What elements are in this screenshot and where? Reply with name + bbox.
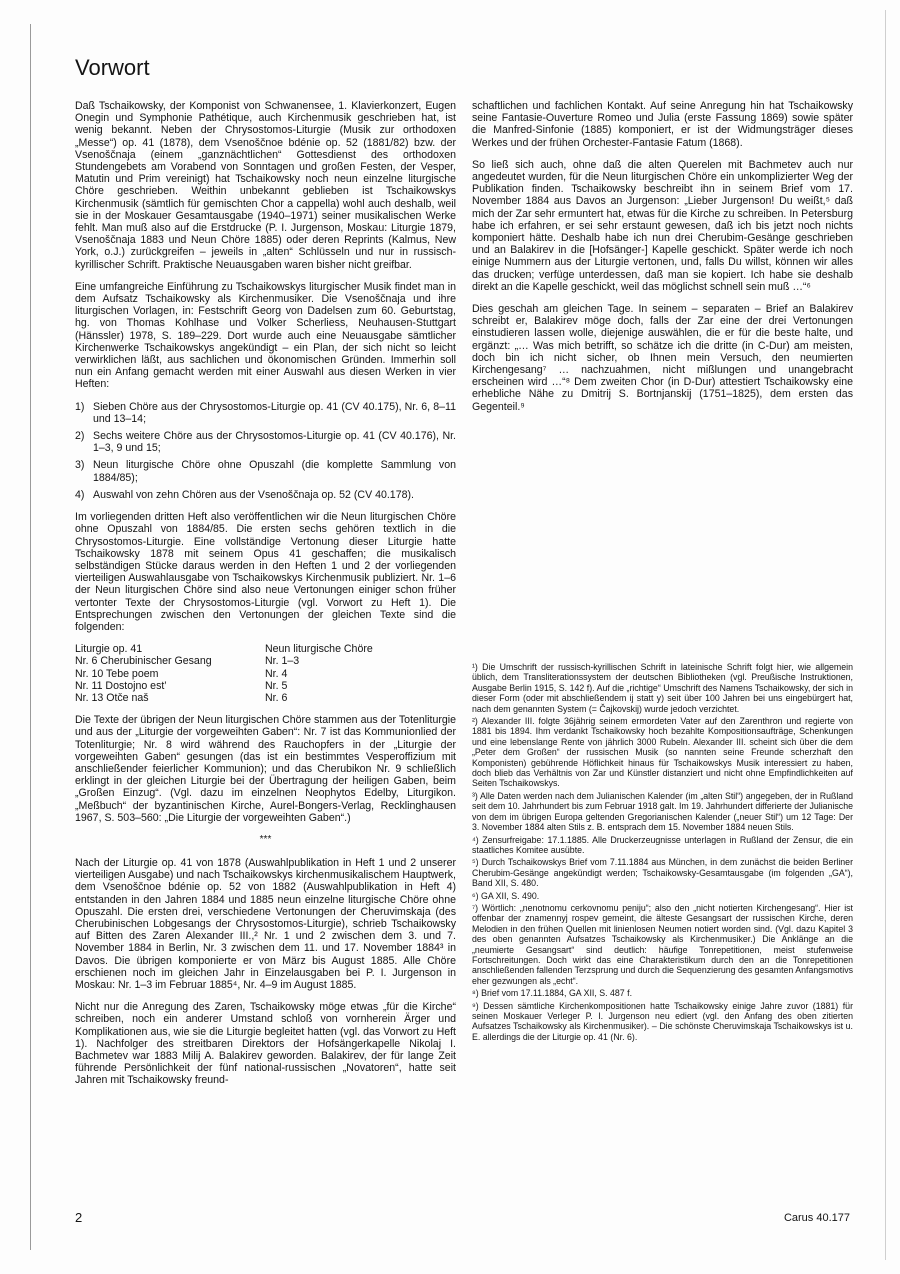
footnote: ⁶) GA XII, S. 490. xyxy=(472,890,540,901)
footnote: ⁷) Wörtlich: „nenotnomu cerkovnomu peniju“; also den „nicht notierten Kirchengesang“. Hier ist offenbar der znamennyj rospev gemeint, die älteste Gesangsart der russischen Kirche, deren Melodien in den frühen Quellen mit linienlosen Neumen notiert worden sind. (Vgl. dazu Kapitel 3 des oben genannten Aufsatzes Tschaikowsky als Kirchenmusiker.) Die Anklänge an die „neumierte Gesangsart“ sind deutlich: häufige Tonrepetitionen, meist stufenweise Fortschreitungen. Doch wirkt das eine Charakteristikum durch den an die Tonrepetitionen anschließenden fallenden Terzsprung und durch die Sequenzierung des gesamten Anfangsmotivs eher gezwungen als „echt“. xyxy=(472,902,853,986)
table-row: Nr. 13 Otče naš Nr. 6 xyxy=(75,691,288,704)
footnote: ⁸) Brief vom 17.11.1884, GA XII, S. 487 f. xyxy=(472,988,633,999)
paragraph-intro: Daß Tschaikowsky, der Komponist von Schwanensee, 1. Klavierkonzert, Eugen Onegin und Symphonie Pathétique, auch Kirchenmusik geschrieben hat, ist wenig bekannt. Neben der Chrysostomos-Liturgie (Musik zur orthodoxen „Messe“) op. 41 (1878), dem Vsenoščnoe bdénie op. 52 (1881/82) bzw. der Vsenoščnaja (einem „ganznächtlichen“ Gottesdienst des orthodoxen Stundengebets am Vorabend von Sonntagen und großen Festen, der Vesper, Matutin und Prim vereinigt) hat Tschaikowsky noch neun einzelne liturgische Chöre geschrieben. Weithin unbekannt geblieben ist Tschaikowskys Kirchenmusik (sämtlich für gemischten Chor a cappella) wohl auch deshalb, weil sie in der Moskauer Gesamtausgabe (1940–1971) seiner musikalischen Werke fehlt. Man muß also auf die Erstdrucke (P. I. Jurgenson, Moskau: Liturgie 1879, Vsenoščnaja 1883 und Neun Chöre 1885) oder deren Reprints (Kalmus, New York, o.J.) zurückgreifen – jeweils in „alten“ Schlüsseln und nur in russisch-kyrillischer Schrift. Praktische Neuausgaben waren bisher nicht greifbar. xyxy=(75,100,456,271)
paragraph-continuation: schaftlichen und fachlichen Kontakt. Auf seine Anregung hin hat Tschaikowsky seine Fantasie-Ouverture Romeo und Julia (erste Fassung 1869) sowie später die Manfred-Sinfonie (1885) komponiert, er ist der Widmungsträger dieses Werkes und der frühen Orchester-Fantasie Fatum (1868). xyxy=(472,100,853,149)
table-row: Nr. 11 Dostojno est’ Nr. 5 xyxy=(75,679,288,692)
table-row: Nr. 10 Tebe poem Nr. 4 xyxy=(75,667,288,680)
page-frame-right xyxy=(885,10,886,1260)
paragraph-letter-balakirev: Dies geschah am gleichen Tage. In seinem – separaten – Brief an Balakirev schreibt er, Balakirev möge doch, falls der Zar eine der drei Vertonungen einstudieren lassen wolle, diejenige auswählen, die er für die beste halte, und ergänzt: „… Was mich betrifft, so schätze ich die dritte (in C-Dur) am meisten, doch bin ich nicht sicher, ob Ihnen mein Versuch, den neumierten Kirchengesang⁷ … nachzuahmen, nicht mißlungen und unangebracht erscheinen wird …“⁸ Dem zweiten Chor (in D-Dur) attestiert Tschaikowsky eine erhebliche Nähe zu Dmitrij S. Bortnjanskij (1751–1825), dem ersten das Gegenteil.⁹ xyxy=(472,303,853,413)
footnote: ³) Alle Daten werden nach dem Julianischen Kalender (im „alten Stil“) angegeben, der in Rußland seit dem 10. Jahrhundert bis zum Februar 1918 galt. Im 19. Jahrhundert differierte der Julianische von dem im übrigen Europa geltenden Gregorianischen Kalender („neuer Stil“) um 12 Tage: Der 3. November 1884 alten Stils z. B. entsprach dem 15. November 1884 neuen Stils. xyxy=(472,790,853,833)
paragraph-third-volume: Im vorliegenden dritten Heft also veröffentlichen wir die Neun liturgischen Chöre ohne Opuszahl von 1884/85. Die ersten sechs gehören textlich in die Chrysostomos-Liturgie. Eine vollständige Vertonung dieser Liturgie hatte Tschaikowsky 1878 mit seinem Opus 41 geschaffen; die musikalisch selbständigen Stücke daraus werden in den Heften 1 und 2 der vorliegenden vierteiligen Auswahlausgabe von Tschaikowskys Kirchenmusik publiziert. Nr. 1–6 der Neun liturgischen Chöre sind also neue Vertonungen einiger schon früher vertonter Texte der Chrysostomos-Liturgie (vgl. Vorwort zu Heft 1). Die Entsprechungen zwischen den Vertonungen der gleichen Texte sind die folgenden: xyxy=(75,511,456,633)
paragraph-balakirev: Nicht nur die Anregung des Zaren, Tschaikowsky möge etwas „für die Kirche“ schreiben, noch ein anderer Umstand schloß von vornherein Ärger und Komplikationen aus, wie sie die Liturgie begleitet hatten (vgl. das Vorwort zu Heft 1). Nachfolger des streitbaren Direktors der Hofsängerkapelle Nikolaj I. Bachmetev war 1883 Milij A. Balakirev geworden. Balakirev, der für lange Zeit führende Persönlichkeit der fünf national-russischen „Novatoren“, hatte seit Jahren mit Tschaikowsky freund- xyxy=(75,1001,456,1087)
paragraph-history: Nach der Liturgie op. 41 von 1878 (Auswahlpublikation in Heft 1 und 2 unserer vierteiligen Ausgabe) und nach Tschaikowskys kirchenmusikalischem Hauptwerk, dem Vsenoščnoe bdénie op. 52 von 1882 (Auswahlpublikation in Heft 4) entstanden in den Jahren 1884 und 1885 neun einzelne liturgische Chöre ohne Opuszahl. Die ersten drei, verschiedene Vertonungen der Cheruvimskaja (des Cherubinischen Lobgesangs der Chrysostomos-Liturgie), schrieb Tschaikowsky auf Bitten des Zaren Alexander III.,² Nr. 1 und 2 zwischen dem 3. und 7. November 1884 in Berlin, Nr. 3 zwischen dem 11. und 17. November 1884³ in Davos. Die übrigen komponierte er von März bis August 1885. Alle Chöre erschienen noch im gleichen Jahr in Einzelausgaben bei P. I. Jurgenson in Moskau: Nr. 1–3 im Februar 1885⁴, Nr. 4–9 im August 1885. xyxy=(75,856,456,991)
page-title: Vorwort xyxy=(75,55,150,80)
list-item: 1) Sieben Chöre aus der Chrysostomos-Liturgie op. 41 (CV 40.175), Nr. 6, 8–11 und 13–14; xyxy=(75,400,456,425)
volume-list xyxy=(75,401,456,501)
table-header-row: Liturgie op. 41 Neun liturgische Chöre xyxy=(75,643,373,656)
list-item: 4) Auswahl von zehn Chören aus der Vsenoščnaja op. 52 (CV 40.178). xyxy=(75,488,414,501)
page-frame-left xyxy=(30,24,31,1250)
catalog-number: Carus 40.177 xyxy=(783,1212,850,1224)
footnote: ²) Alexander III. folgte 36jährig seinem ermordeten Vater auf den Zarenthron und regierte von 1881 bis 1894. Ihm verdankt Tschaikowsky hoch bezahlte Kompositionsaufträge, Schenkungen und eine lebenslange Rente von jährlich 3000 Rubeln. Alexander III. scheint sich über die dem „Peter dem Großen“ der russischen Musik (so nannten seine Freunde scherzhaft den Komponisten) gebührende Höflichkeit hinaus für Tschaikowskys Musik interessiert zu haben, doch blieb das Verhältnis von Zar und Künstler distanziert und nicht ohne Empfindlichkeiten auf Seiten Tschaikowskys. xyxy=(472,716,853,789)
left-column xyxy=(75,100,456,1200)
correspondence-table xyxy=(75,643,456,704)
footnote: ⁴) Zensurfreigabe: 17.1.1885. Alle Druckerzeugnisse unterlagen in Rußland der Zensur, die ein staatliches Komitee ausübte. xyxy=(472,834,853,855)
right-column xyxy=(472,100,853,480)
list-item: 3) Neun liturgische Chöre ohne Opuszahl (die komplette Sammlung von 1884/85); xyxy=(75,459,456,484)
footnote: ⁵) Durch Tschaikowskys Brief vom 7.11.1884 aus München, in dem zunächst die beiden Berliner Cherubim-Gesänge angekündigt werden; Tschaikowsky-Gesamtausgabe (im folgenden „GA“), Band XII, S. 480. xyxy=(472,857,853,889)
footnote: ¹) Die Umschrift der russisch-kyrillischen Schrift in lateinische Schrift folgt hier, wie allgemein üblich, dem Transliterationssystem der deutschen Bibliotheken (vgl. Preußische Instruktionen, Ausgabe Berlin 1915, S. 142 f). Auf die „richtige“ Umschrift des Namens Tschaikowsky, der sich in dieser Form (oder mit abschließendem ij statt y) seit über 100 Jahren bei uns eingebürgert hat, nach dem genannten System (= Čajkovskij) wurde jedoch verzichtet. xyxy=(472,662,853,714)
paragraph-edition-plan: Eine umfangreiche Einführung zu Tschaikowskys liturgischer Musik findet man in dem Aufsatz Tschaikowsky als Kirchenmusiker. Die Vsenoščnaja und ihre liturgischen Vorlagen, in: Festschrift Georg von Dadelsen zum 60. Geburtstag, hg. von Thomas Kohlhase und Volker Scherliess, Neuhausen-Stuttgart (Hänssler) 1978, S. 189–229. Dort wurde auch eine Neuausgabe sämtlicher Kirchenwerke Tschaikowskys angekündigt – ein Plan, der sich nicht so leicht verwirklichen läßt, aus sachlichen und ökonomischen Gründen. Immerhin soll nun ein Anfang gemacht werden mit einer Auswahl aus diesen Werken in vier Heften: xyxy=(75,280,456,391)
paragraph-letter-jurgenson: So ließ sich auch, ohne daß die alten Querelen mit Bachmetev auch nur angedeutet wurden, für die Neun liturgischen Chöre ein unkomplizierter Weg der Publikation finden. Tschaikowsky beschreibt ihn in seinem Brief vom 17. November 1884 aus Davos an Jurgenson: „Lieber Jurgenson! Du weißt,⁵ daß mich der Zar sehr ermuntert hat, etwas für die Kirche zu schreiben. In Petersburg habe ich erfahren, er sei sehr erstaunt gewesen, daß ich bis jetzt noch nichts komponiert hätte. Deshalb habe ich nun drei Cherubim-Gesänge geschrieben und an Balakirev in die [Hofsänger-] Kapelle geschickt. Später werde ich noch einige Nummern aus der Liturgie vertonen, und, falls Du willst, können wir alles das drucken; verfüge unterdessen, daß man sie kopiert. Ich habe sie deshalb direkt an die Kapelle geschickt, weil das möglichst schnell sein muß …“⁶ xyxy=(472,158,853,293)
paragraph-other-texts: Die Texte der übrigen der Neun liturgischen Chöre stammen aus der Totenliturgie und aus der „Liturgie der vorgeweihten Gaben“: Nr. 7 ist das Kommunionlied der Totenliturgie; Nr. 8 wird während des Rauchopfers in der „Liturgie der vorgeweihten Gaben“ gesungen (das ist ein bestimmtes Vesperoffizium mit anschließender feierlicher Kommunion); und das Cherubikon Nr. 9 schließlich erklingt in der gleichen Liturgie bei der Übertragung der heiligen Gaben, beim „Großen Einzug“. (Vgl. dazu im einzelnen Neophytos Edelby, Liturgikon. „Meßbuch“ der byzantinischen Kirche, Aurel-Bongers-Verlag, Recklinghausen 1967, S. 503–560: „Die Liturgie der vorgeweihten Gaben“.) xyxy=(75,714,456,824)
footnote: ⁹) Dessen sämtliche Kirchenkompositionen hatte Tschaikowsky einige Jahre zuvor (1881) für seinen Moskauer Verleger P. I. Jurgenson neu ediert (vgl. den Anfang des oben zitierten Aufsatzes Tschaikowsky als Kirchenmusiker). – Die schönste Cheruvimskaja Tschaikowskys ist u. E. allerdings die der Liturgie op. 41 (Nr. 6). xyxy=(472,1000,853,1042)
table-row: Nr. 6 Cherubinischer Gesang Nr. 1–3 xyxy=(75,655,300,668)
page-number: 2 xyxy=(75,1210,83,1225)
section-separator: *** xyxy=(259,833,272,845)
list-item: 2) Sechs weitere Chöre aus der Chrysostomos-Liturgie op. 41 (CV 40.176), Nr. 1–3, 9 und 15; xyxy=(75,430,456,455)
footnotes xyxy=(472,662,853,1202)
